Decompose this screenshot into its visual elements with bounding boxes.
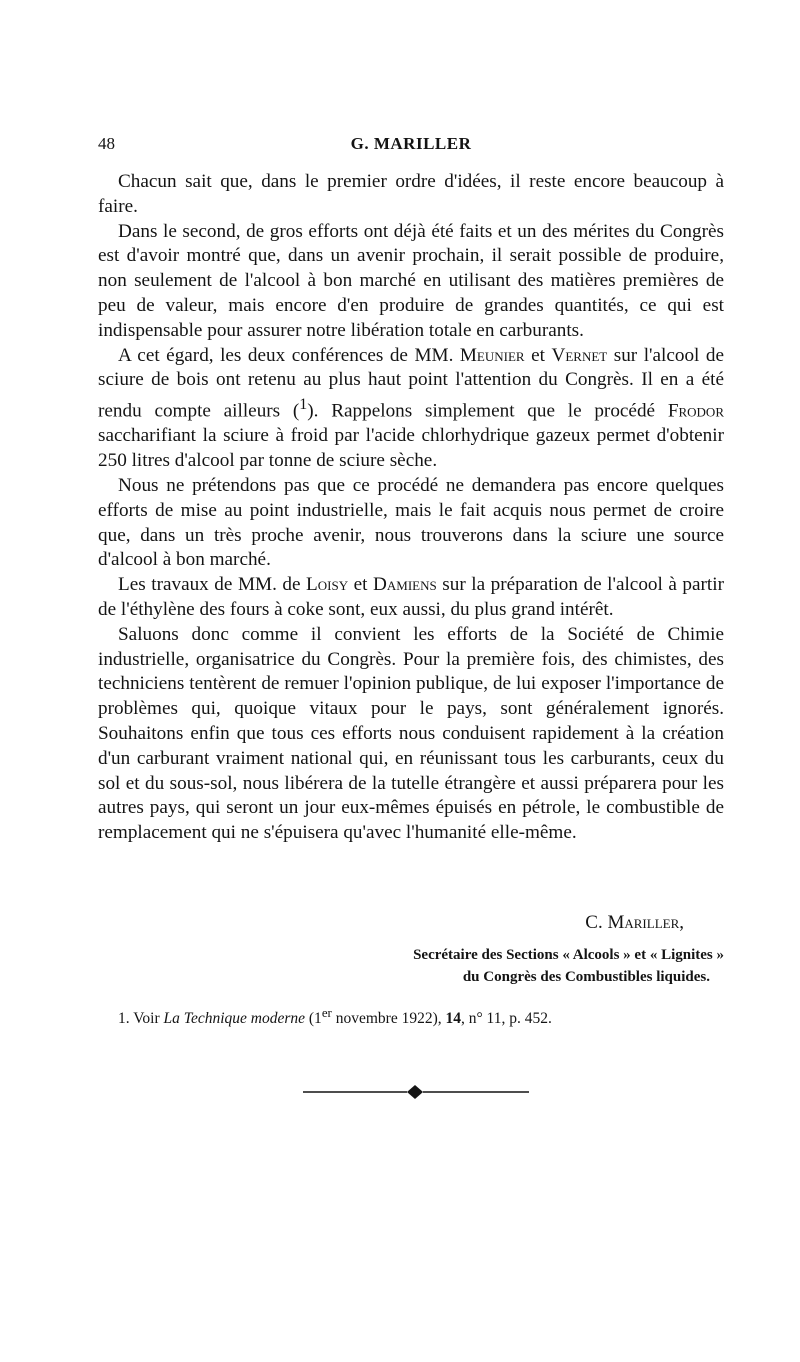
diamond-ornament-icon bbox=[407, 1085, 423, 1099]
affiliation-line-1: Secrétaire des Sections « Alcools » et « Lignites » bbox=[413, 947, 724, 963]
paragraph-5-text: Les travaux de MM. de bbox=[118, 574, 307, 596]
paragraph-6-text: Saluons donc comme il convient les efforts de la Société de Chimie industrielle, organisatrice du Congrès. Pour la première fois, des chimistes, des techniciens tentèrent de remuer l'opinion publique, de lui exposer l'importance de problèmes qui, quoique vitaux pour le pays, sont généralement ignorés. Souhaitons enfin que tous ces efforts nous conduisent rapidement à la création d'un carburant vraiment national qui, en réunissant tous les carburants, ceux du sol et du sous-sol, nous libérera de la tutelle étrangère et aussi préparera pour les autres pays, qui seront un jour eux-mêmes épuisés en pétrole, le combustible de remplacement qui ne s'épuisera qu'avec l'humanité elle-même. bbox=[98, 623, 724, 844]
paragraph-4 bbox=[98, 474, 724, 573]
ornamental-divider bbox=[303, 1082, 529, 1102]
author-name: Vernet bbox=[551, 344, 608, 366]
footnote-text: novembre 1922), bbox=[331, 1010, 446, 1028]
footnote-number: 1. bbox=[118, 1010, 130, 1028]
paragraph-1-text: Chacun sait que, dans le premier ordre d'idées, il reste encore beaucoup à faire. bbox=[98, 171, 724, 217]
signature bbox=[98, 912, 724, 934]
footnote-reference: 1 bbox=[299, 396, 308, 414]
paragraph-6 bbox=[98, 623, 724, 846]
paragraph-3-text: ). Rappelons simplement que le procédé bbox=[307, 400, 668, 422]
process-name: Frodor bbox=[667, 400, 724, 422]
author-name: Loisy bbox=[306, 574, 349, 596]
body-text bbox=[98, 170, 724, 846]
paragraph-2 bbox=[98, 220, 724, 344]
paragraph-2-text: Dans le second, de gros efforts ont déjà été faits et un des mérites du Congrès est d'avoir montré que, dans un avenir prochain, il serait possible de produire, non seulement de l'alcool à bon marché en utilisant des matières premières de peu de valeur, mais encore d'en produire de grandes quantités, ce qui est indispensable pour assurer notre libération totale en carburants. bbox=[98, 220, 724, 341]
paragraph-5 bbox=[98, 573, 724, 623]
signature-name: Mariller, bbox=[607, 912, 684, 933]
paragraph-3-text: A cet égard, les deux conférences de MM. bbox=[118, 344, 460, 366]
paragraph-3-text: et bbox=[524, 344, 552, 366]
running-head: G. MARILLER bbox=[350, 134, 472, 153]
signature-initial: C. bbox=[585, 912, 608, 933]
journal-volume: 14 bbox=[445, 1010, 461, 1028]
affiliation-line-2: du Congrès des Combustibles liquides. bbox=[462, 969, 710, 985]
footnote-text: (1 bbox=[305, 1010, 322, 1028]
footnote-superscript: er bbox=[321, 1005, 332, 1020]
paragraph-1 bbox=[98, 170, 724, 220]
footnote-text: , n° 11, p. 452. bbox=[460, 1010, 552, 1028]
footnote-text: Voir bbox=[129, 1010, 164, 1028]
paragraph-3-text: saccharifiant la sciure à froid par l'acide chlorhydrique gazeux permet d'obtenir 250 litres d'alcool par tonne de sciure sèche. bbox=[98, 425, 724, 472]
footnote bbox=[118, 1005, 718, 1028]
author-name: Meunier bbox=[459, 344, 525, 366]
paragraph-5-text: sur la préparation de l'alcool à partir de l'éthylène des fours à coke sont, eux aussi, du plus grand intérêt. bbox=[98, 574, 724, 620]
author-name: Damiens bbox=[373, 574, 437, 596]
journal-title: La Technique moderne bbox=[163, 1010, 306, 1028]
page-number: 48 bbox=[98, 134, 115, 153]
paragraph-5-text: et bbox=[348, 574, 374, 596]
paragraph-3 bbox=[98, 344, 724, 474]
paragraph-3-text: sur l'alcool de sciure de bois ont retenu au plus haut point l'attention du Congrès. Il en a été rendu compte ailleurs ( bbox=[98, 344, 724, 422]
paragraph-4-text: Nous ne prétendons pas que ce procédé ne demandera pas encore quelques efforts de mise au point industrielle, mais le fait acquis nous permet de croire que, dans un très proche avenir, nous trouverons dans la sciure une source d'alcool à bon marché. bbox=[98, 474, 724, 571]
author-affiliation bbox=[98, 944, 724, 988]
page-header bbox=[98, 134, 724, 158]
